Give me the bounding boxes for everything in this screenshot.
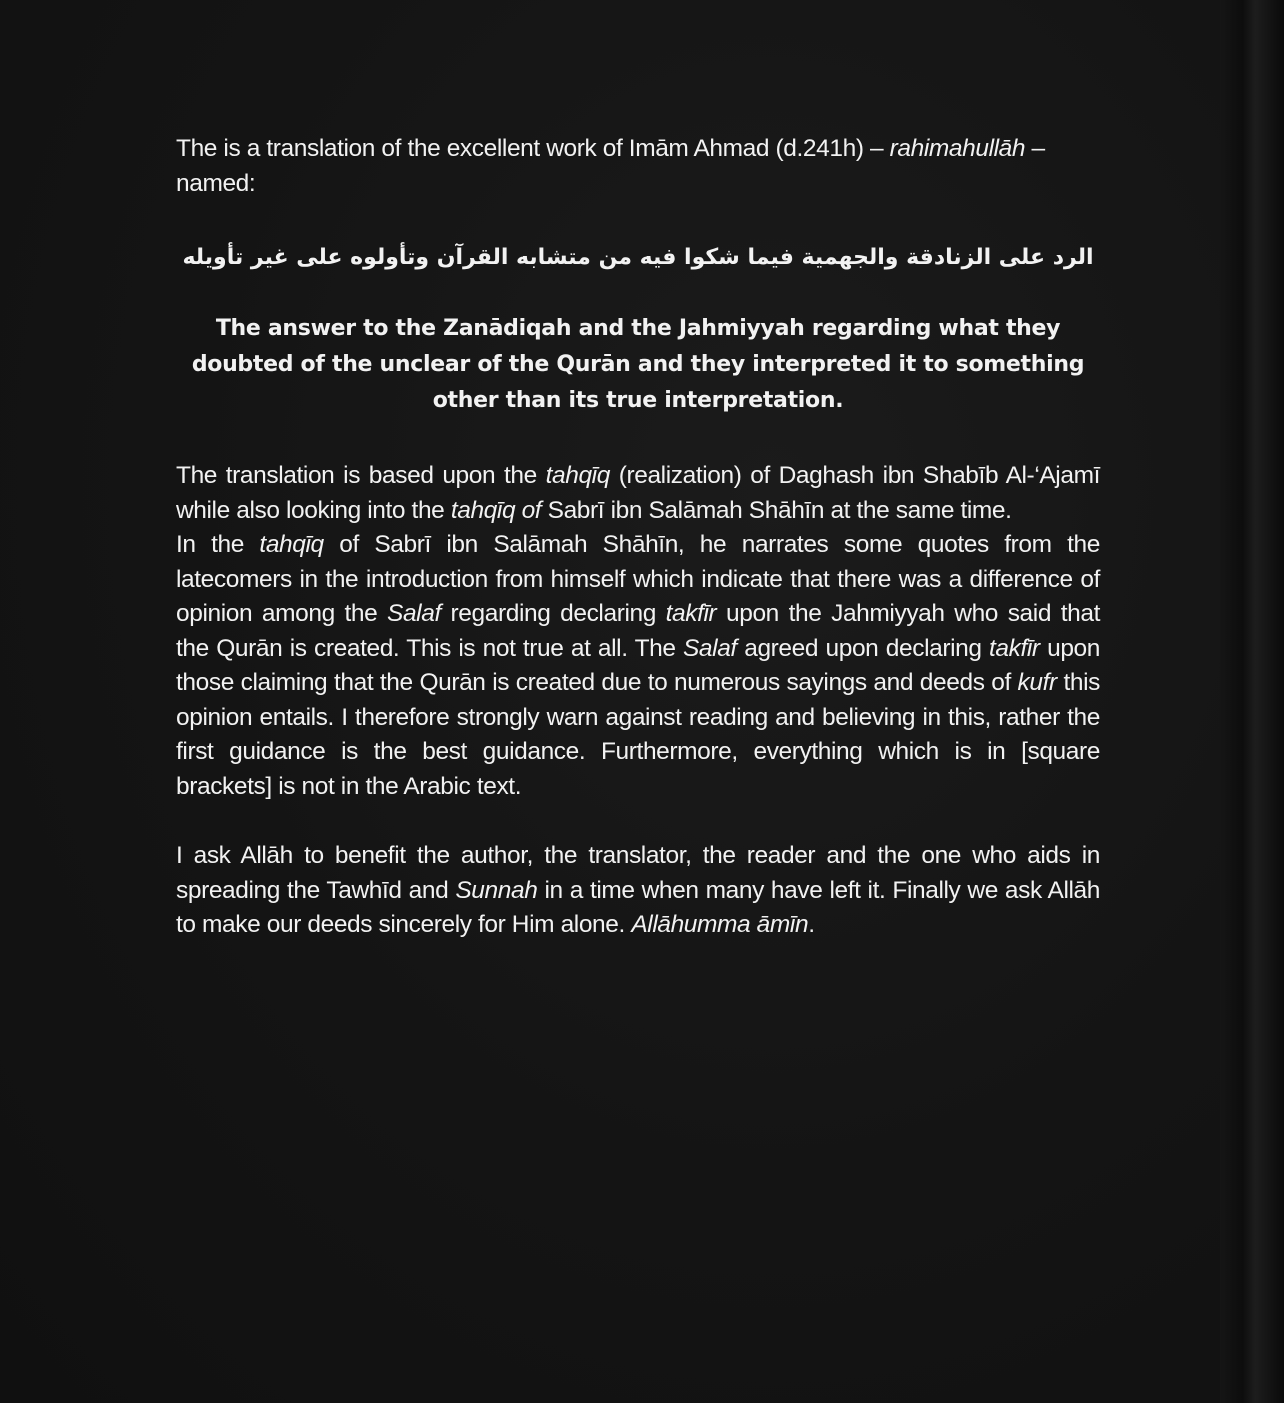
intro-paragraph: The is a translation of the excellent work of Imām Ahmad (d.241h) – rahimahullāh – named: xyxy=(176,135,1045,197)
english-title: The answer to the Zanādiqah and the Jahmiyyah regarding what they doubted of the unclear of the Qurān and they interpreted it to something other than its true interpretation. xyxy=(191,316,1085,413)
honorific: rahimahullāh xyxy=(889,135,1026,162)
closing-paragraph: I ask Allāh to benefit the author, the translator, the reader and the one who aids in spreading the Tawhīd and Sunnah in a time when many have left it. Finally we ask Allāh to make our deeds sincerely for Him alone. Allāhumma āmīn. xyxy=(176,842,1100,938)
arabic-title: الرد على الزنادقة والجهمية فيما شكوا فيه من متشابه القرآن وتأولوه على غير تأويله xyxy=(182,245,1094,270)
back-cover-text xyxy=(176,132,1100,943)
translation-paragraph: The translation is based upon the tahqīq (realization) of Daghash ibn Shabīb Al-‘Ajamī while also looking into the tahqīq of Sabrī ibn Salāmah Shāhīn at the same time. In the tahqīq of Sabrī ibn Salāmah Shāhīn, he narrates some quotes from the latecomers in the introduction from himself which indicate that there was a difference of opinion among the Salaf regarding declaring takfīr upon the Jahmiyyah who said that the Qurān is created. This is not true at all. The Salaf agreed upon declaring takfīr upon those claiming that the Qurān is created due to numerous sayings and deeds of kufr this opinion entails. I therefore strongly warn against reading and believing in this, rather the first guidance is the best guidance. Furthermore, everything which is in [square brackets] is not in the Arabic text. xyxy=(176,462,1101,800)
spine-edge xyxy=(1220,0,1284,1403)
